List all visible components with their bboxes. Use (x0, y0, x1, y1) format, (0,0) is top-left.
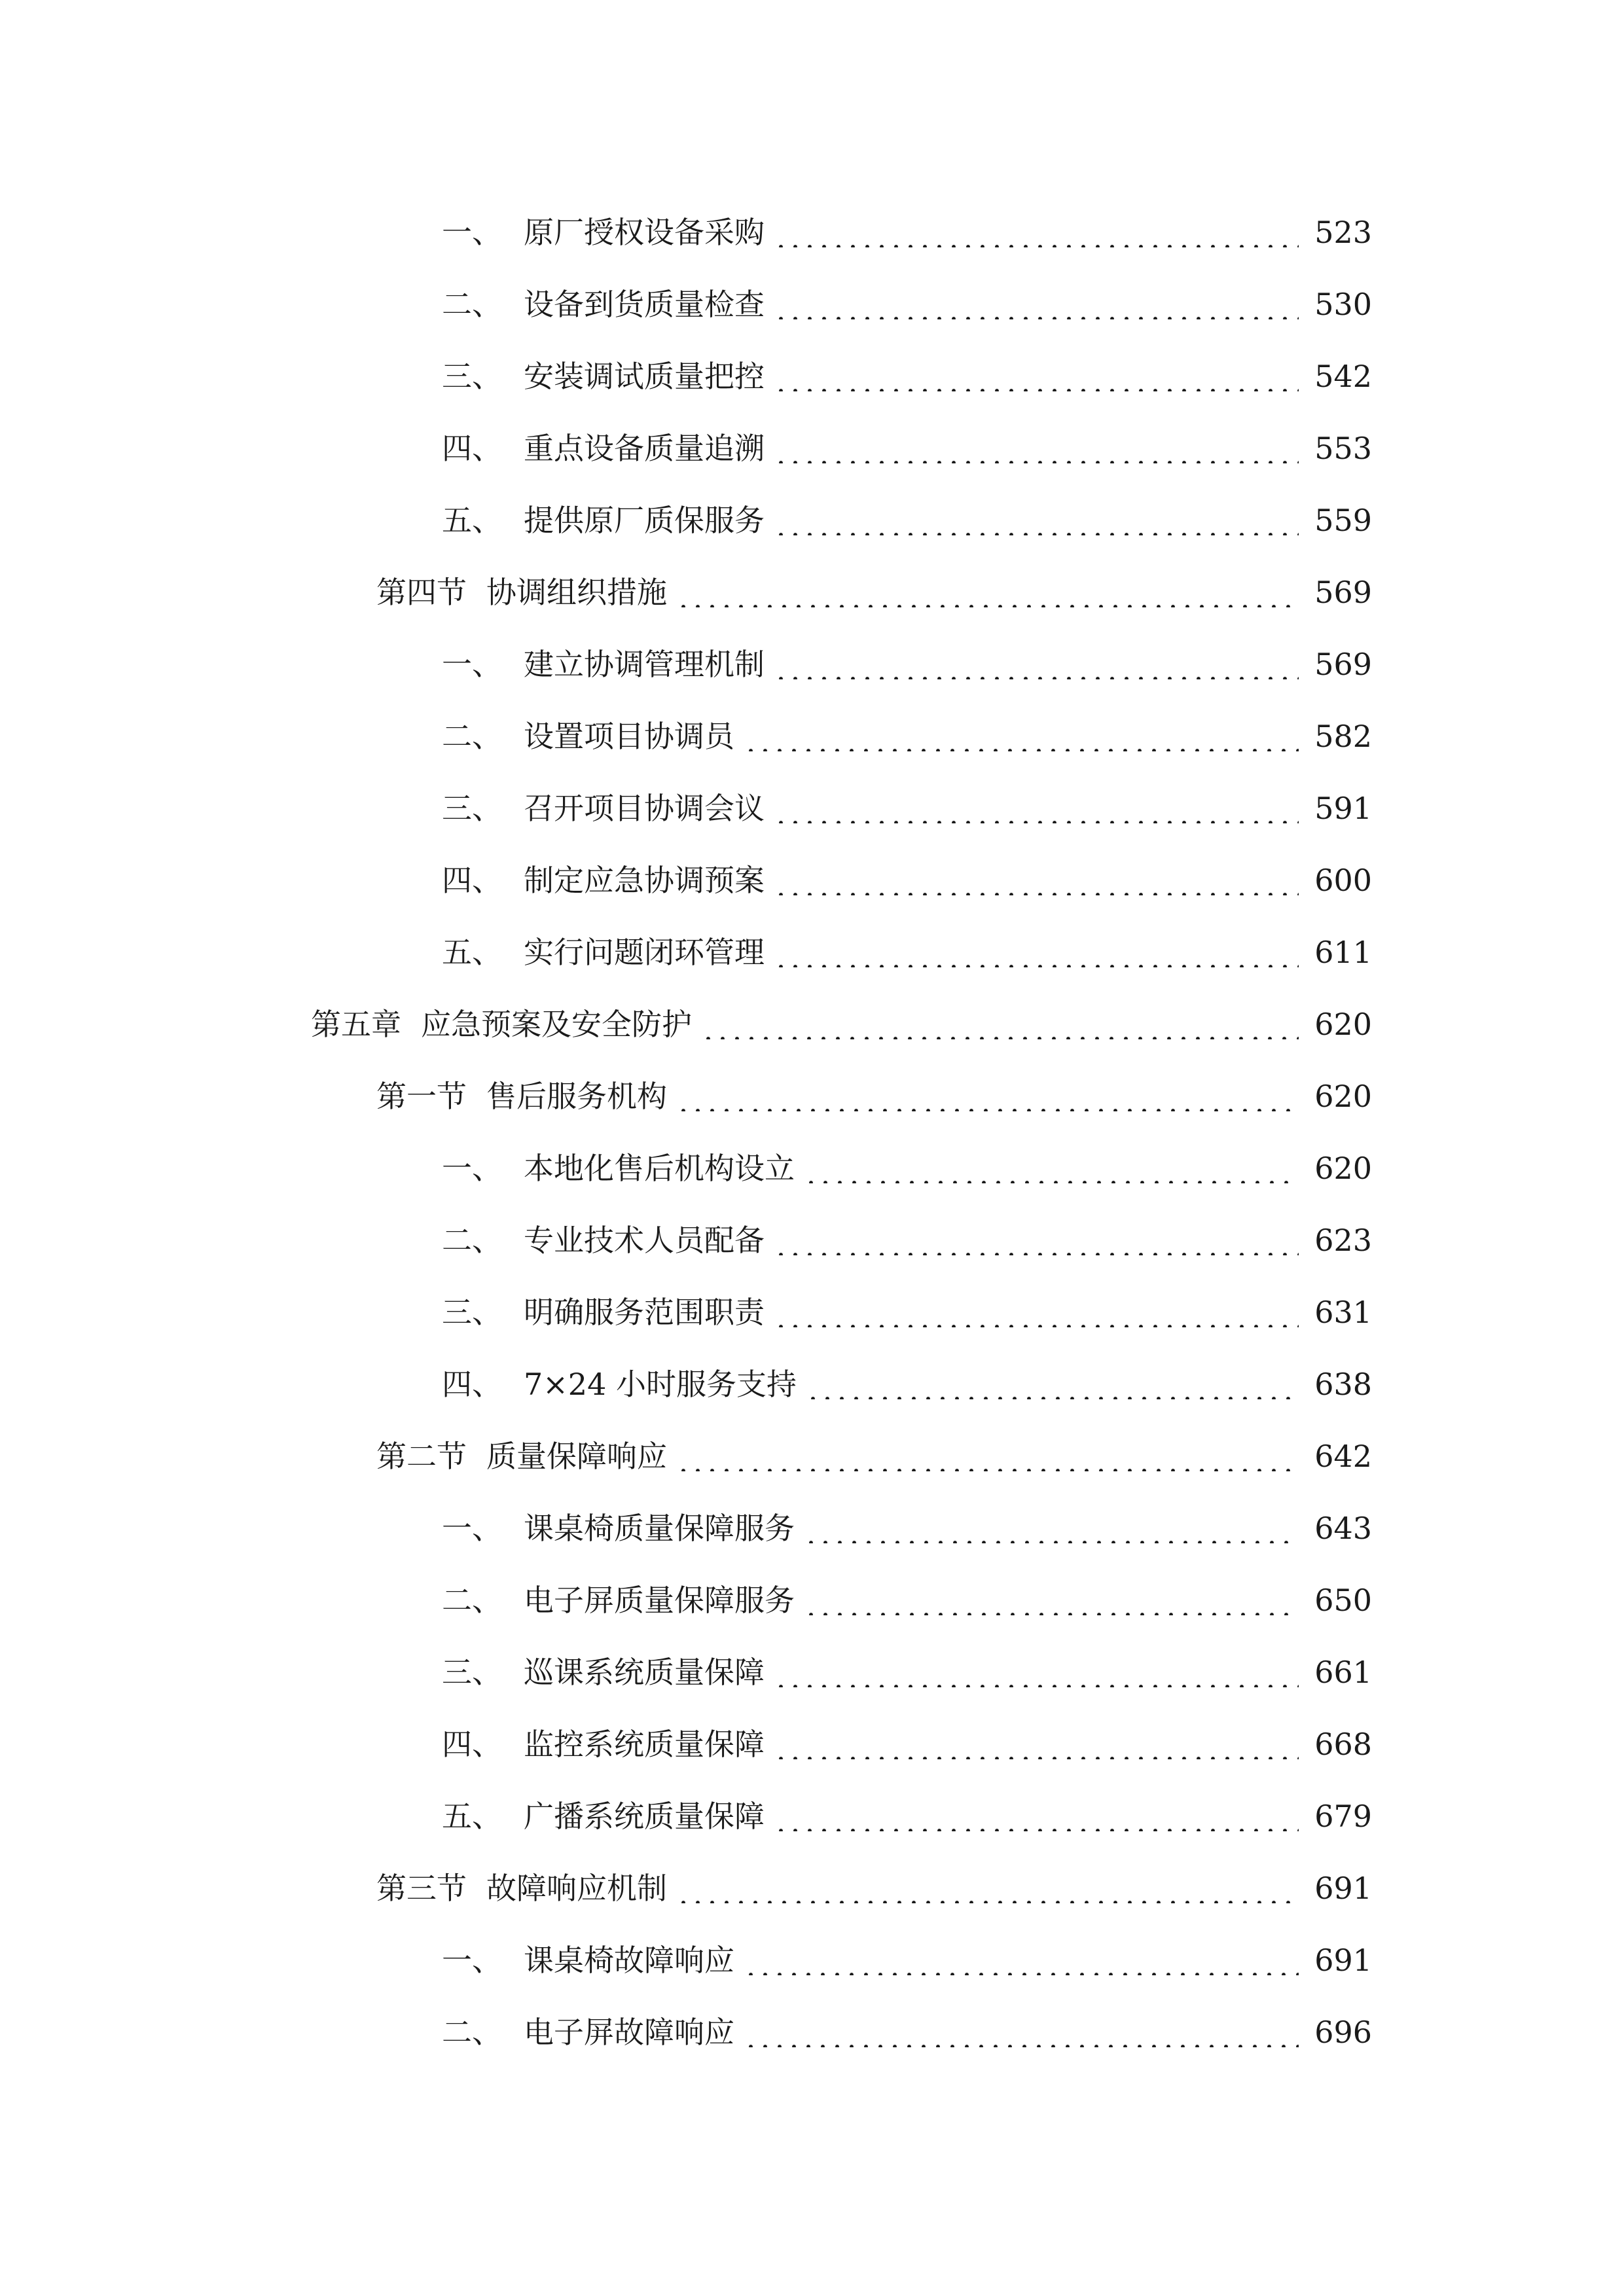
toc-section-entry[interactable] (0, 1420, 1624, 1492)
toc-entry-title: 广播系统质量保障 (524, 1799, 765, 1834)
toc-entry-title: 监控系统质量保障 (524, 1727, 765, 1762)
toc-entry-number: 五、 (442, 935, 502, 970)
dot-leader (804, 1153, 1299, 1183)
toc-subsection-entry[interactable] (0, 1348, 1624, 1420)
toc-subsection-entry[interactable] (0, 1564, 1624, 1636)
toc-page-number: 600 (1314, 863, 1372, 898)
toc-subsection-entry[interactable] (0, 700, 1624, 772)
toc-entry-title: 设备到货质量检查 (524, 287, 765, 322)
toc-entry-title: 安装调试质量把控 (524, 359, 765, 394)
toc-entry-title: 巡课系统质量保障 (524, 1655, 765, 1690)
toc-entry-number: 四、 (442, 1367, 502, 1402)
toc-entry-number: 二、 (442, 1583, 502, 1618)
toc-subsection-entry[interactable] (0, 412, 1624, 484)
toc-entry-number: 四、 (442, 431, 502, 466)
toc-entry-title: 原厂授权设备采购 (524, 215, 765, 250)
dot-leader (774, 1801, 1299, 1831)
toc-page-number: 620 (1314, 1079, 1372, 1114)
toc-page-number: 620 (1314, 1151, 1372, 1186)
toc-entry-number: 第二节 (376, 1439, 467, 1474)
toc-subsection-entry[interactable] (0, 916, 1624, 988)
toc-subsection-entry[interactable] (0, 340, 1624, 412)
toc-entry-number: 二、 (442, 1223, 502, 1258)
toc-section-entry[interactable] (0, 556, 1624, 628)
toc-page-number: 696 (1314, 2015, 1372, 2050)
toc-entry-title: 制定应急协调预案 (524, 863, 765, 898)
toc-entry-number: 第五章 (311, 1007, 401, 1042)
toc-entry-title: 应急预案及安全防护 (421, 1007, 692, 1042)
toc-entry-title: 电子屏质量保障服务 (524, 1583, 795, 1618)
dot-leader (804, 1513, 1299, 1543)
toc-entry-title: 本地化售后机构设立 (524, 1151, 795, 1186)
toc-entry-number: 五、 (442, 1799, 502, 1834)
toc-entry-number: 第一节 (376, 1079, 467, 1114)
dot-leader (774, 1225, 1299, 1255)
dot-leader (744, 2017, 1299, 2047)
dot-leader (774, 289, 1299, 319)
toc-entry-title: 售后服务机构 (486, 1079, 667, 1114)
toc-page-number: 691 (1314, 1943, 1372, 1978)
toc-entry-title: 质量保障响应 (486, 1439, 667, 1474)
toc-subsection-entry[interactable] (0, 484, 1624, 556)
toc-page-number: 668 (1314, 1727, 1372, 1762)
dot-leader (774, 361, 1299, 391)
dot-leader (676, 1441, 1299, 1471)
dot-leader (774, 1657, 1299, 1687)
dot-leader (774, 1729, 1299, 1759)
toc-page-number: 582 (1314, 719, 1372, 754)
toc-subsection-entry[interactable] (0, 196, 1624, 268)
toc-entry-title: 电子屏故障响应 (524, 2015, 734, 2050)
toc-page-number: 631 (1314, 1295, 1372, 1330)
toc-entry-number: 二、 (442, 719, 502, 754)
toc-entry-number: 一、 (442, 215, 502, 250)
dot-leader (676, 577, 1299, 607)
toc-entry-number: 二、 (442, 2015, 502, 2050)
toc-subsection-entry[interactable] (0, 1924, 1624, 1996)
toc-subsection-entry[interactable] (0, 1492, 1624, 1564)
dot-leader (676, 1873, 1299, 1903)
toc-subsection-entry[interactable] (0, 772, 1624, 844)
table-of-contents (0, 196, 1624, 2068)
dot-leader (774, 793, 1299, 823)
toc-subsection-entry[interactable] (0, 1276, 1624, 1348)
toc-page-number: 569 (1314, 575, 1372, 610)
toc-entry-title: 建立协调管理机制 (524, 647, 765, 682)
toc-entry-number: 三、 (442, 359, 502, 394)
toc-entry-title: 课桌椅质量保障服务 (524, 1511, 795, 1546)
toc-page-number: 553 (1314, 431, 1372, 466)
dot-leader (774, 505, 1299, 535)
toc-entry-title: 实行问题闭环管理 (524, 935, 765, 970)
dot-leader (804, 1585, 1299, 1615)
toc-page-number: 569 (1314, 647, 1372, 682)
toc-entry-title: 提供原厂质保服务 (524, 503, 765, 538)
toc-page-number: 611 (1314, 935, 1372, 970)
toc-page-number: 559 (1314, 503, 1372, 538)
toc-entry-title: 重点设备质量追溯 (524, 431, 765, 466)
toc-chapter-entry[interactable] (0, 988, 1624, 1060)
toc-entry-title: 明确服务范围职责 (524, 1295, 765, 1330)
toc-entry-title: 召开项目协调会议 (524, 791, 765, 826)
toc-page-number: 638 (1314, 1367, 1372, 1402)
toc-section-entry[interactable] (0, 1060, 1624, 1132)
toc-subsection-entry[interactable] (0, 1708, 1624, 1780)
toc-page-number: 650 (1314, 1583, 1372, 1618)
toc-page-number: 661 (1314, 1655, 1372, 1690)
toc-page-number: 620 (1314, 1007, 1372, 1042)
toc-page-number: 591 (1314, 791, 1372, 826)
dot-leader (774, 865, 1299, 895)
dot-leader (774, 217, 1299, 247)
toc-entry-number: 一、 (442, 647, 502, 682)
toc-subsection-entry[interactable] (0, 1132, 1624, 1204)
toc-entry-number: 三、 (442, 791, 502, 826)
toc-entry-number: 三、 (442, 1295, 502, 1330)
toc-entry-title: 专业技术人员配备 (524, 1223, 765, 1258)
toc-section-entry[interactable] (0, 1852, 1624, 1924)
toc-entry-number: 一、 (442, 1151, 502, 1186)
toc-entry-number: 一、 (442, 1511, 502, 1546)
toc-subsection-entry[interactable] (0, 628, 1624, 700)
toc-page-number: 623 (1314, 1223, 1372, 1258)
toc-page-number: 643 (1314, 1511, 1372, 1546)
dot-leader (806, 1369, 1299, 1399)
toc-entry-number: 二、 (442, 287, 502, 322)
toc-entry-number: 第四节 (376, 575, 467, 610)
toc-page-number: 542 (1314, 359, 1372, 394)
toc-entry-title: 设置项目协调员 (524, 719, 734, 754)
toc-subsection-entry[interactable] (0, 844, 1624, 916)
dot-leader (701, 1009, 1299, 1039)
toc-subsection-entry[interactable] (0, 1204, 1624, 1276)
dot-leader (774, 649, 1299, 679)
toc-subsection-entry[interactable] (0, 268, 1624, 340)
toc-page-number: 691 (1314, 1871, 1372, 1906)
toc-page-number: 523 (1314, 215, 1372, 250)
toc-entry-number: 四、 (442, 1727, 502, 1762)
toc-entry-title: 故障响应机制 (486, 1871, 667, 1906)
toc-entry-number: 一、 (442, 1943, 502, 1978)
toc-entry-title: 协调组织措施 (486, 575, 667, 610)
toc-subsection-entry[interactable] (0, 1636, 1624, 1708)
dot-leader (744, 1945, 1299, 1975)
toc-entry-number: 四、 (442, 863, 502, 898)
toc-entry-title: 课桌椅故障响应 (524, 1943, 734, 1978)
toc-subsection-entry[interactable] (0, 1996, 1624, 2068)
toc-entry-number: 三、 (442, 1655, 502, 1690)
toc-subsection-entry[interactable] (0, 1780, 1624, 1852)
toc-entry-number: 第三节 (376, 1871, 467, 1906)
dot-leader (774, 433, 1299, 463)
dot-leader (774, 937, 1299, 967)
toc-entry-number: 五、 (442, 503, 502, 538)
dot-leader (676, 1081, 1299, 1111)
dot-leader (744, 721, 1299, 751)
dot-leader (774, 1297, 1299, 1327)
toc-page-number: 530 (1314, 287, 1372, 322)
toc-entry-title: 7×24 小时服务支持 (524, 1367, 797, 1402)
toc-page-number: 642 (1314, 1439, 1372, 1474)
toc-page-number: 679 (1314, 1799, 1372, 1834)
